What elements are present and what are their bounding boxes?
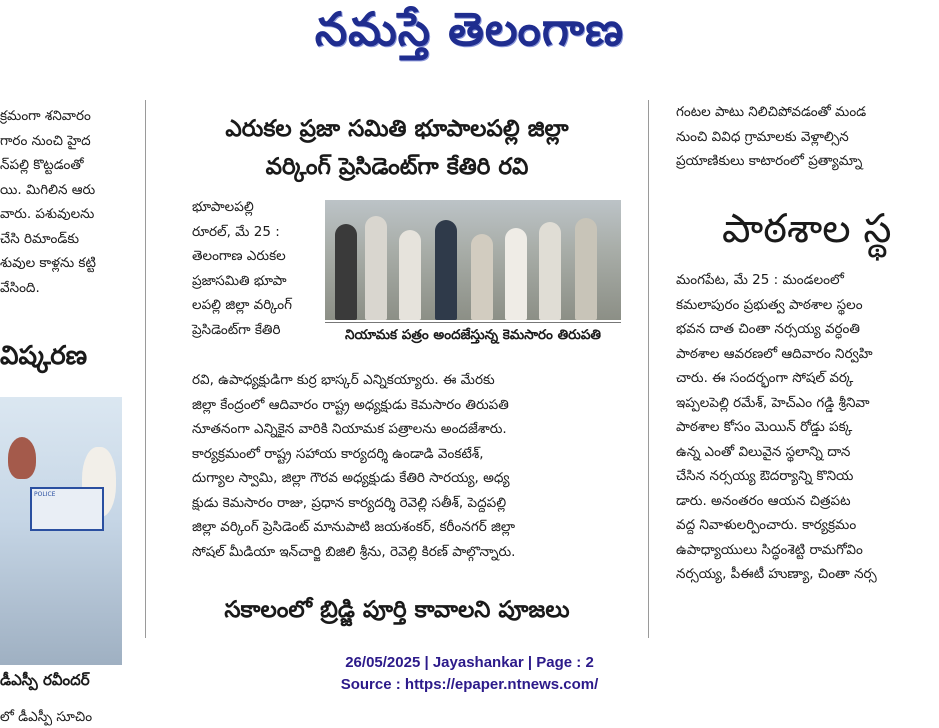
text-line: సోషల్ మీడియా ఇన్‌చార్జి బిజిలి శ్రీను, రెవెల్లి కిరణ్ పాల్గొన్నారు.: [192, 543, 516, 560]
photo-person: [335, 224, 357, 320]
text-line: న్‌పల్లి కొట్టడంతో: [0, 157, 84, 173]
right-heading: పాఠశాల స్థ: [722, 206, 892, 252]
text-line: యి. మిగిలిన ఆరు: [0, 181, 96, 198]
text-line: భవన దాత చింతా నర్సయ్య వర్ధంతి: [676, 321, 860, 337]
photo-person: [575, 218, 597, 320]
text-line: ఇప్పలపెల్లి రమేశ్, హెచ్‌ఎం గడ్డి శ్రీనివా: [676, 394, 870, 411]
text-line: కమలాపురం ప్రభుత్వ పాఠశాల స్థలం: [676, 296, 863, 313]
text-line: వారు. పశువులను: [0, 206, 95, 222]
photo-person: [8, 437, 36, 479]
headline-line: ఎరుకల ప్రజా సమితి భూపాలపల్లి జిల్లా: [225, 116, 569, 142]
left-photo: [0, 397, 122, 665]
footer-source-link[interactable]: Source : https://epaper.ntnews.com/: [340, 676, 599, 693]
text-line: గారం నుంచి హైద: [0, 132, 91, 149]
right-top-text: [676, 100, 866, 174]
masthead: [0, 0, 939, 78]
left-column: [0, 100, 128, 725]
newspaper-title: నమస్తే తెలంగాణ: [314, 2, 625, 56]
photo-caption: నియామక పత్రం అందజేస్తున్న కెమసారం తిరుపతి: [345, 327, 601, 343]
photo-person: [471, 234, 493, 320]
text-line: లపల్లి జిల్లా వర్కింగ్: [192, 297, 292, 313]
text-line: శువుల కాళ్లను కట్టి: [0, 255, 96, 271]
text-line: డారు. అనంతరం ఆయన చిత్రపట: [676, 492, 851, 509]
text-line: వేసింది.: [0, 279, 40, 296]
text-line: నుంచి వివిధ గ్రామాలకు వెళ్లాల్సిన: [676, 128, 849, 145]
article-photo: [325, 200, 621, 320]
text-line: భూపాలపల్లి: [192, 199, 254, 215]
article-intro: [192, 195, 292, 342]
article-body: [192, 368, 515, 564]
middle-column: [157, 100, 637, 638]
text-line: చేసి రిమాండ్‌కు: [0, 230, 80, 247]
left-heading: విష్కరణ: [0, 341, 88, 371]
text-line: క్రమంగా శనివారం: [0, 108, 91, 124]
text-line: పాఠశాల కోసం మెయిన్ రోడ్డు పక్క: [676, 419, 853, 435]
text-line: ప్రెసిడెంట్‌గా కేతిరి: [192, 321, 281, 338]
column-divider: [648, 100, 649, 638]
text-line: జిల్లా వర్కింగ్ ప్రెసిడెంట్ మానుపాటి జయశంకర్, కరీంనగర్ జిల్లా: [192, 519, 516, 535]
article-headline: [157, 110, 637, 186]
text-line: పాఠశాల ఆవరణలో ఆదివారం నిర్వహి: [676, 345, 873, 362]
text-line: రవి, ఉపాధ్యక్షుడిగా కుర్ర భాస్కర్ ఎన్నికయ్యారు. ఈ మేరకు: [192, 372, 495, 388]
text-line: నూతనంగా ఎన్నికైన వారికి నియామక పత్రాలను అందజేశారు.: [192, 421, 507, 437]
text-line: చేసిన నర్సయ్య ఔదర్యాన్ని కొనియ: [676, 468, 854, 484]
text-line: చారు. ఈ సందర్భంగా సోషల్ వర్క: [676, 370, 854, 386]
text-line: జిల్లా కేంద్రంలో ఆదివారం రాష్ట్ర అధ్యక్షుడు కెమసారం తిరుపతి: [192, 396, 509, 413]
article-subheadline: సకాలంలో బ్రిడ్జి పూర్తి కావాలని పూజలు: [224, 597, 570, 623]
text-line: ప్రజాసమితి భూపా: [192, 272, 287, 289]
text-line: దుగ్యాల స్వామి, జిల్లా గౌరవ అధ్యక్షుడు కేతిరి సారయ్య, అధ్య: [192, 470, 510, 486]
text-line: గంటల పాటు నిలిచిపోవడంతో మండ: [676, 104, 867, 120]
photo-person: [399, 230, 421, 320]
text-line: తెలంగాణ ఎరుకల: [192, 248, 286, 264]
photo-person: [365, 216, 387, 320]
text-line: క్షుడు కెమసారం రాజు, ప్రధాన కార్యదర్శి రెవెల్లి సతీశ్, పెద్దపల్లి: [192, 494, 507, 511]
text-line: ఉపాధ్యాయులు సిద్ధంశెట్టి రామగోవిం: [676, 541, 863, 558]
text-line: వద్ద నివాళులర్పించారు. కార్యక్రమం: [676, 517, 857, 533]
headline-line: వర్కింగ్ ప్రెసిడెంట్‌గా కేతిరి రవి: [265, 154, 529, 180]
column-divider: [145, 100, 146, 638]
photo-caption-box: [325, 322, 621, 347]
text-line: రూరల్, మే 25 :: [192, 223, 280, 240]
text-line: లో డీఎస్పీ సూచిం: [0, 709, 93, 725]
photo-banner: [30, 487, 104, 531]
text-line: ప్రయాణికులు కాటారంలో ప్రత్యామ్నా: [676, 153, 863, 169]
left-photo-caption: డీఎస్పీ రవీందర్: [0, 671, 90, 689]
photo-banner-text: POLICE: [34, 491, 56, 498]
footer-date-line: 26/05/2025 | Jayashankar | Page : 2: [345, 654, 594, 671]
right-article-body: [676, 268, 877, 587]
left-text-block: [0, 104, 96, 300]
text-line: మంగపేట, మే 25 : మండలంలో: [676, 272, 844, 288]
photo-person: [505, 228, 527, 320]
photo-person: [435, 220, 457, 320]
text-line: నర్సయ్య, పీఈటీ హుణ్యా, చింతా నర్స: [676, 566, 877, 582]
text-line: కార్యక్రమంలో రాష్ట్ర సహాయ కార్యదర్శి ఉండాడి వెంకటేశ్,: [192, 445, 484, 462]
footer: [0, 652, 939, 696]
right-column: [656, 100, 939, 638]
photo-person: [539, 222, 561, 320]
text-line: ఉన్న ఎంతో విలువైన స్థలాన్ని దాన: [676, 443, 851, 460]
